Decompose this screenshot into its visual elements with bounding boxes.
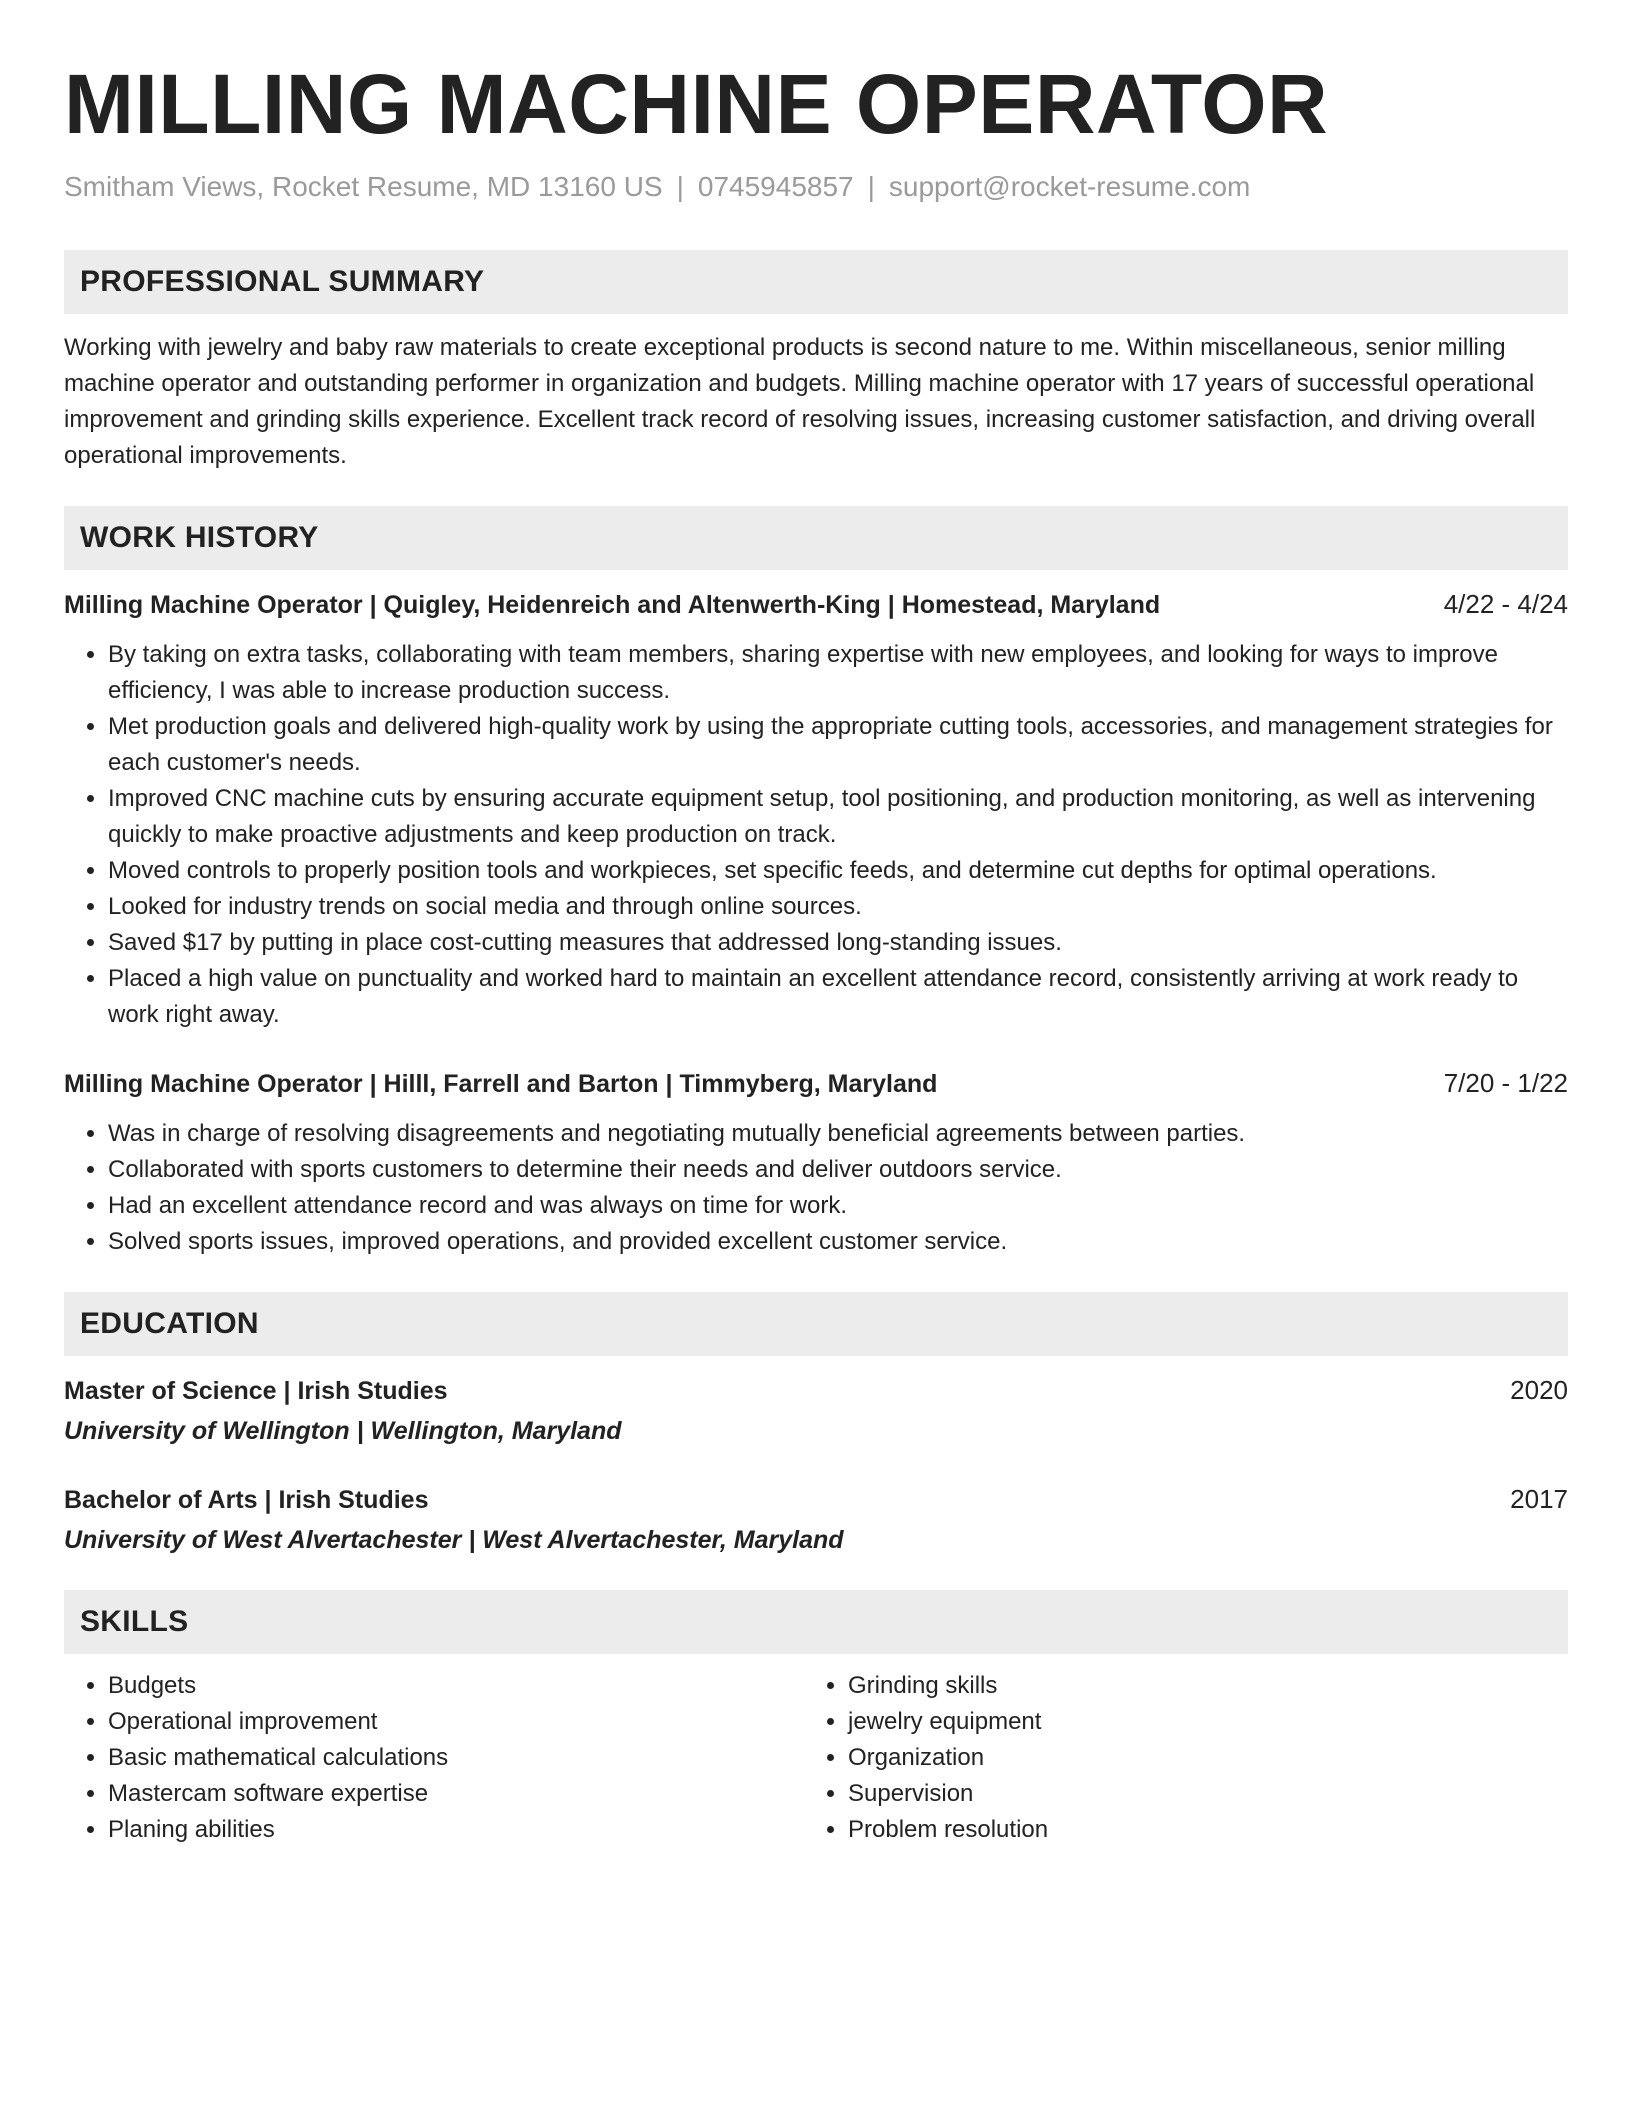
job-bullet-list bbox=[64, 1116, 1568, 1260]
contact-address: Smitham Views, Rocket Resume, MD 13160 US bbox=[64, 171, 663, 202]
education-entry bbox=[64, 1481, 1568, 1558]
contact-separator: | bbox=[867, 171, 875, 202]
job-bullet: • Improved CNC machine cuts by ensuring accurate equipment setup, tool positioning, and production monitoring, as well as intervening quickly to make proactive adjustments and keep production on track. bbox=[108, 781, 1568, 853]
job-dates: 7/20 - 1/22 bbox=[1443, 1068, 1568, 1098]
skill-item: • jewelry equipment bbox=[848, 1704, 1544, 1740]
job-bullet: • Moved controls to properly position tools and workpieces, set specific feeds, and determine cut depths for optimal operations. bbox=[108, 853, 1568, 889]
education-year: 2020 bbox=[1510, 1375, 1568, 1405]
education-school: University of West Alvertachester | West Alvertachester, Maryland bbox=[64, 1526, 844, 1554]
skill-item: • Supervision bbox=[848, 1776, 1544, 1812]
job-title: Milling Machine Operator | Quigley, Heidenreich and Altenwerth-King | Homestead, Maryland bbox=[64, 591, 1161, 619]
education-degree: Bachelor of Arts | Irish Studies bbox=[64, 1486, 429, 1514]
education-entry bbox=[64, 1372, 1568, 1449]
education-degree: Master of Science | Irish Studies bbox=[64, 1377, 448, 1405]
resume-name: MILLING MACHINE OPERATOR bbox=[64, 57, 1329, 151]
education-school: University of Wellington | Wellington, Maryland bbox=[64, 1417, 622, 1445]
skills-list bbox=[804, 1668, 1544, 1848]
job-bullet: • By taking on extra tasks, collaborating with team members, sharing expertise with new employees, and looking for ways to improve efficiency, I was able to increase production success. bbox=[108, 637, 1568, 709]
summary-text: Working with jewelry and baby raw materials to create exceptional products is second nature to me. Within miscellaneous, senior milling machine operator and outstanding performer in organization and budgets. Milling machine operator with 17 years of successful operational improvement and grinding skills experience. Excellent track record of resolving issues, increasing customer satisfaction, and driving overall operational improvements. bbox=[64, 334, 1536, 469]
skill-item: • Planing abilities bbox=[108, 1812, 804, 1848]
job-heading-row bbox=[64, 586, 1568, 623]
skills-grid bbox=[64, 1668, 1568, 1848]
skill-item: • Organization bbox=[848, 1740, 1544, 1776]
skill-item: • Grinding skills bbox=[848, 1668, 1544, 1704]
contact-separator: | bbox=[676, 171, 684, 202]
job-entry bbox=[64, 586, 1568, 1033]
skills-column-left bbox=[64, 1668, 804, 1848]
job-bullet-list bbox=[64, 637, 1568, 1033]
job-bullet: • Collaborated with sports customers to determine their needs and deliver outdoors service. bbox=[108, 1152, 1568, 1188]
section-header-education: EDUCATION bbox=[64, 1292, 1568, 1356]
skill-item: • Budgets bbox=[108, 1668, 804, 1704]
education-year: 2017 bbox=[1510, 1484, 1568, 1514]
job-bullet: • Placed a high value on punctuality and worked hard to maintain an excellent attendance record, consistently arriving at work ready to work right away. bbox=[108, 961, 1568, 1033]
job-entry bbox=[64, 1065, 1568, 1260]
job-bullet: • Had an excellent attendance record and was always on time for work. bbox=[108, 1188, 1568, 1224]
skill-item: • Basic mathematical calculations bbox=[108, 1740, 804, 1776]
job-bullet: • Was in charge of resolving disagreements and negotiating mutually beneficial agreements between parties. bbox=[108, 1116, 1568, 1152]
skill-item: • Operational improvement bbox=[108, 1704, 804, 1740]
contact-phone: 0745945857 bbox=[697, 171, 854, 202]
job-dates: 4/22 - 4/24 bbox=[1443, 589, 1568, 619]
skill-item: • Problem resolution bbox=[848, 1812, 1544, 1848]
skills-column-right bbox=[804, 1668, 1544, 1848]
contact-email: support@rocket-resume.com bbox=[888, 171, 1251, 202]
skill-item: • Mastercam software expertise bbox=[108, 1776, 804, 1812]
education-heading-row bbox=[64, 1481, 1568, 1518]
education-heading-row bbox=[64, 1372, 1568, 1409]
section-header-summary: PROFESSIONAL SUMMARY bbox=[64, 250, 1568, 314]
contact-line bbox=[64, 170, 1568, 204]
job-bullet: • Looked for industry trends on social media and through online sources. bbox=[108, 889, 1568, 925]
job-bullet: • Solved sports issues, improved operations, and provided excellent customer service. bbox=[108, 1224, 1568, 1260]
job-bullet: • Met production goals and delivered high-quality work by using the appropriate cutting tools, accessories, and management strategies for each customer's needs. bbox=[108, 709, 1568, 781]
section-header-skills: SKILLS bbox=[64, 1590, 1568, 1654]
section-header-work-history: WORK HISTORY bbox=[64, 506, 1568, 570]
job-title: Milling Machine Operator | Hilll, Farrell and Barton | Timmyberg, Maryland bbox=[64, 1070, 938, 1098]
job-heading-row bbox=[64, 1065, 1568, 1102]
job-bullet: • Saved $17 by putting in place cost-cutting measures that addressed long-standing issues. bbox=[108, 925, 1568, 961]
skills-list bbox=[64, 1668, 804, 1848]
